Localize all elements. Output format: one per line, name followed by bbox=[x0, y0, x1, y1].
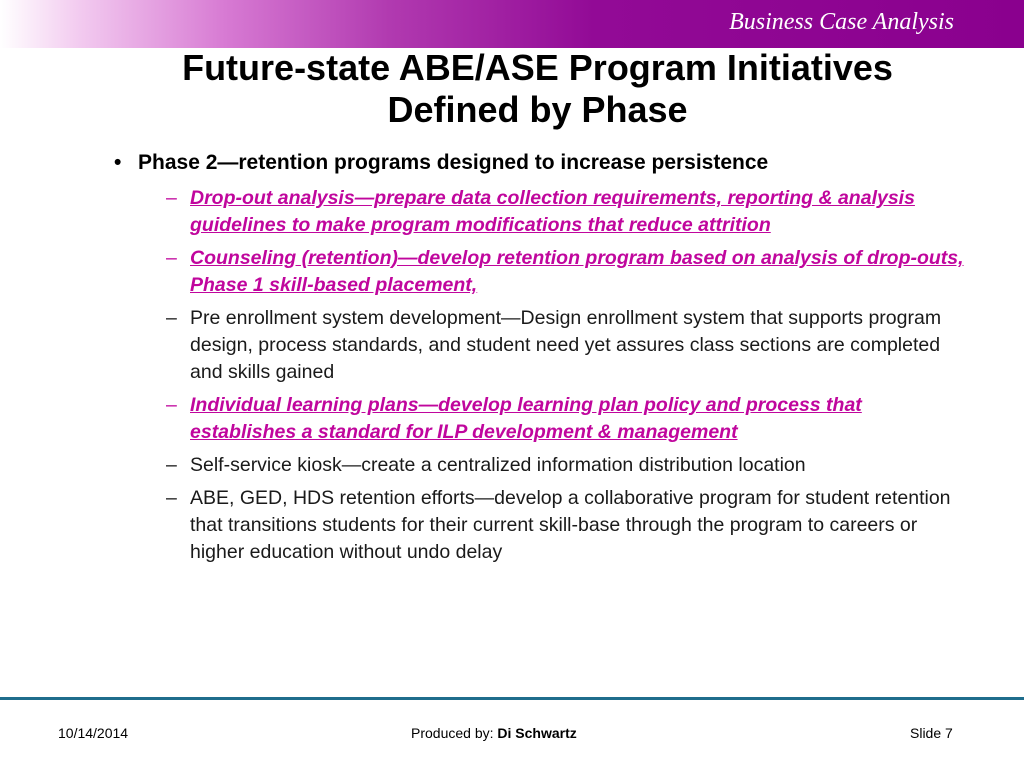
list-item-pre-enrollment bbox=[114, 305, 964, 386]
footer-divider bbox=[0, 697, 1024, 700]
footer-author: Di Schwartz bbox=[497, 725, 577, 741]
list-item-counseling bbox=[114, 245, 964, 299]
slide-title-line-1: Future-state ABE/ASE Program Initiatives bbox=[182, 47, 893, 88]
content-body bbox=[114, 150, 964, 572]
list-item-dropout-analysis bbox=[114, 185, 964, 239]
slide-title-line-2: Defined by Phase bbox=[387, 89, 688, 130]
footer-slide-number: Slide 7 bbox=[910, 725, 953, 741]
slide-title bbox=[100, 47, 975, 131]
list-item-text: Counseling (retention)—develop retention program based on analysis of drop-outs, Phase 1 skill-based placement, bbox=[190, 247, 964, 296]
list-item-text: Drop-out analysis—prepare data collection requirements, reporting & analysis guidelines to make program modifications that reduce attrition bbox=[190, 187, 915, 236]
list-item-text: ABE, GED, HDS retention efforts—develop a collaborative program for student retention that transitions students for their current skill-base through the program to careers or higher education without undo delay bbox=[190, 487, 951, 563]
phase-bullet-text: Phase 2—retention programs designed to increase persistence bbox=[138, 151, 769, 174]
list-item-learning-plans bbox=[114, 392, 964, 446]
list-item-text: Pre enrollment system development—Design enrollment system that supports program design, process standards, and student need yet assures class sections are completed and skills gained bbox=[190, 307, 942, 383]
list-item-retention-efforts bbox=[114, 485, 964, 566]
header-title: Business Case Analysis bbox=[729, 9, 954, 35]
list-item-text: Individual learning plans—develop learning plan policy and process that establishes a standard for ILP development & management bbox=[190, 394, 862, 443]
dash-icon: – bbox=[166, 487, 177, 509]
footer-produced-by bbox=[411, 725, 577, 741]
footer-produced-label: Produced by: bbox=[411, 725, 494, 741]
header-bar bbox=[0, 0, 1024, 48]
dash-icon: – bbox=[166, 187, 177, 209]
dash-icon: – bbox=[166, 454, 177, 476]
footer-date: 10/14/2014 bbox=[58, 725, 129, 741]
phase-bullet bbox=[114, 150, 964, 176]
bullet-dot-icon: • bbox=[114, 151, 122, 174]
dash-icon: – bbox=[166, 394, 177, 416]
initiative-list bbox=[114, 185, 964, 566]
list-item-kiosk bbox=[114, 452, 964, 479]
dash-icon: – bbox=[166, 247, 177, 269]
list-item-text: Self-service kiosk—create a centralized information distribution location bbox=[190, 454, 806, 476]
dash-icon: – bbox=[166, 307, 177, 329]
